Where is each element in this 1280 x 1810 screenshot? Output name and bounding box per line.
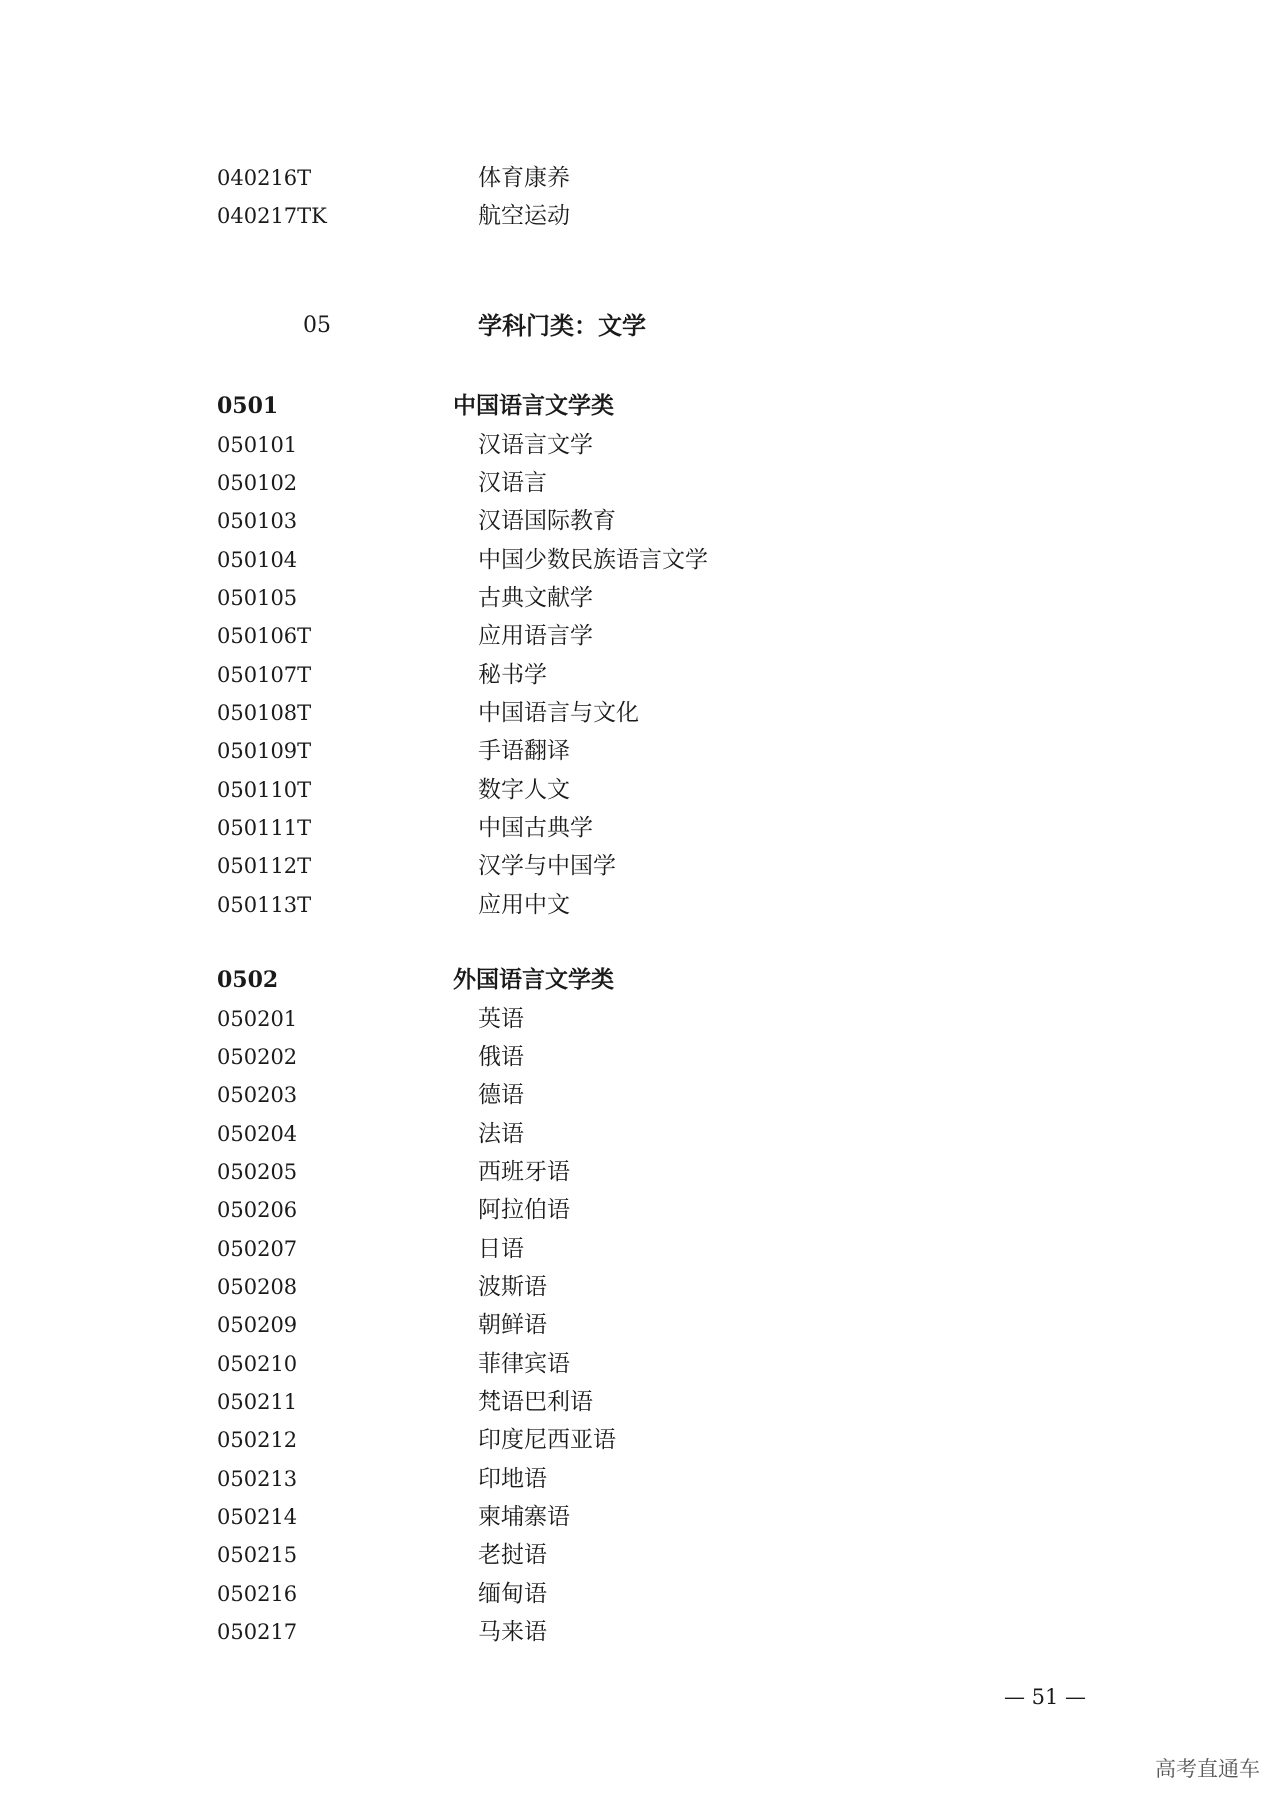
major-name: 菲律宾语 xyxy=(478,1351,570,1377)
major-name: 英语 xyxy=(478,1006,524,1032)
major-code: 050204 xyxy=(217,1122,298,1146)
major-code: 050107T xyxy=(217,663,312,687)
category-code: 0502 xyxy=(217,967,279,993)
major-name: 老挝语 xyxy=(478,1542,547,1568)
major-row xyxy=(0,504,1280,538)
major-row xyxy=(0,428,1280,462)
major-name: 柬埔寨语 xyxy=(478,1504,570,1530)
major-name: 应用语言学 xyxy=(478,623,593,649)
major-code: 050102 xyxy=(217,471,298,495)
major-code: 050217 xyxy=(217,1620,298,1644)
major-name: 数字人文 xyxy=(478,777,570,803)
category-code: 0501 xyxy=(217,393,279,419)
major-name: 体育康养 xyxy=(478,165,570,191)
major-code: 050214 xyxy=(217,1505,298,1529)
major-name: 阿拉伯语 xyxy=(478,1197,570,1223)
major-code: 050202 xyxy=(217,1045,298,1069)
major-row xyxy=(0,199,1280,233)
major-name: 印地语 xyxy=(478,1466,547,1492)
major-code: 050215 xyxy=(217,1543,298,1567)
major-code: 040216T xyxy=(217,166,312,190)
major-row xyxy=(0,888,1280,922)
major-row xyxy=(0,466,1280,500)
major-name: 法语 xyxy=(478,1121,524,1147)
discipline-heading xyxy=(0,309,1280,343)
major-row xyxy=(0,1193,1280,1227)
major-name: 梵语巴利语 xyxy=(478,1389,593,1415)
major-name: 中国古典学 xyxy=(478,815,593,841)
major-code: 050205 xyxy=(217,1160,298,1184)
major-row xyxy=(0,1577,1280,1611)
major-name: 马来语 xyxy=(478,1619,547,1645)
major-row xyxy=(0,811,1280,845)
major-name: 缅甸语 xyxy=(478,1581,547,1607)
major-code: 050208 xyxy=(217,1275,298,1299)
major-code: 050203 xyxy=(217,1083,298,1107)
major-code: 050209 xyxy=(217,1313,298,1337)
major-row xyxy=(0,1347,1280,1381)
major-row xyxy=(0,1462,1280,1496)
major-name: 汉语言 xyxy=(478,470,547,496)
major-name: 秘书学 xyxy=(478,662,547,688)
major-row xyxy=(0,1500,1280,1534)
major-code: 050213 xyxy=(217,1467,298,1491)
major-row xyxy=(0,581,1280,615)
major-code: 050108T xyxy=(217,701,312,725)
major-row xyxy=(0,1308,1280,1342)
major-code: 050206 xyxy=(217,1198,298,1222)
major-name: 日语 xyxy=(478,1236,524,1262)
major-row xyxy=(0,543,1280,577)
major-row xyxy=(0,1385,1280,1419)
major-name: 波斯语 xyxy=(478,1274,547,1300)
discipline-code: 05 xyxy=(303,313,331,338)
major-row xyxy=(0,658,1280,692)
major-row xyxy=(0,1002,1280,1036)
major-code: 050104 xyxy=(217,548,298,572)
major-code: 050113T xyxy=(217,893,312,917)
major-code: 050103 xyxy=(217,509,298,533)
major-code: 050216 xyxy=(217,1582,298,1606)
major-row xyxy=(0,1615,1280,1649)
major-code: 050109T xyxy=(217,739,312,763)
major-row xyxy=(0,734,1280,768)
discipline-name: 学科门类：文学 xyxy=(478,311,646,340)
major-row xyxy=(0,161,1280,195)
major-code: 040217TK xyxy=(217,204,327,228)
major-row xyxy=(0,1232,1280,1266)
major-row xyxy=(0,773,1280,807)
category-name: 外国语言文学类 xyxy=(453,966,614,993)
major-row xyxy=(0,1078,1280,1112)
major-row xyxy=(0,849,1280,883)
category-heading xyxy=(0,389,1280,423)
page-number: — 51 — xyxy=(1003,1685,1087,1709)
major-code: 050101 xyxy=(217,433,298,457)
major-name: 印度尼西亚语 xyxy=(478,1427,616,1453)
major-row xyxy=(0,619,1280,653)
category-heading xyxy=(0,963,1280,997)
major-name: 中国少数民族语言文学 xyxy=(478,547,708,573)
major-code: 050112T xyxy=(217,854,312,878)
major-code: 050105 xyxy=(217,586,298,610)
major-name: 汉语国际教育 xyxy=(478,508,616,534)
major-code: 050211 xyxy=(217,1390,298,1414)
major-code: 050110T xyxy=(217,778,312,802)
major-name: 德语 xyxy=(478,1082,524,1108)
major-row xyxy=(0,1155,1280,1189)
major-name: 西班牙语 xyxy=(478,1159,570,1185)
major-row xyxy=(0,1270,1280,1304)
major-name: 中国语言与文化 xyxy=(478,700,639,726)
major-name: 汉学与中国学 xyxy=(478,853,616,879)
major-name: 手语翻译 xyxy=(478,738,570,764)
major-code: 050207 xyxy=(217,1237,298,1261)
major-row xyxy=(0,696,1280,730)
major-code: 050201 xyxy=(217,1007,298,1031)
major-name: 俄语 xyxy=(478,1044,524,1070)
major-code: 050210 xyxy=(217,1352,298,1376)
major-row xyxy=(0,1040,1280,1074)
watermark: 高考直通车 xyxy=(1155,1757,1260,1781)
category-name: 中国语言文学类 xyxy=(453,392,614,419)
major-code: 050106T xyxy=(217,624,312,648)
major-name: 应用中文 xyxy=(478,892,570,918)
major-code: 050111T xyxy=(217,816,312,840)
major-name: 航空运动 xyxy=(478,203,570,229)
major-row xyxy=(0,1423,1280,1457)
major-name: 汉语言文学 xyxy=(478,432,593,458)
major-row xyxy=(0,1538,1280,1572)
major-name: 朝鲜语 xyxy=(478,1312,547,1338)
major-row xyxy=(0,1117,1280,1151)
major-code: 050212 xyxy=(217,1428,298,1452)
major-name: 古典文献学 xyxy=(478,585,593,611)
